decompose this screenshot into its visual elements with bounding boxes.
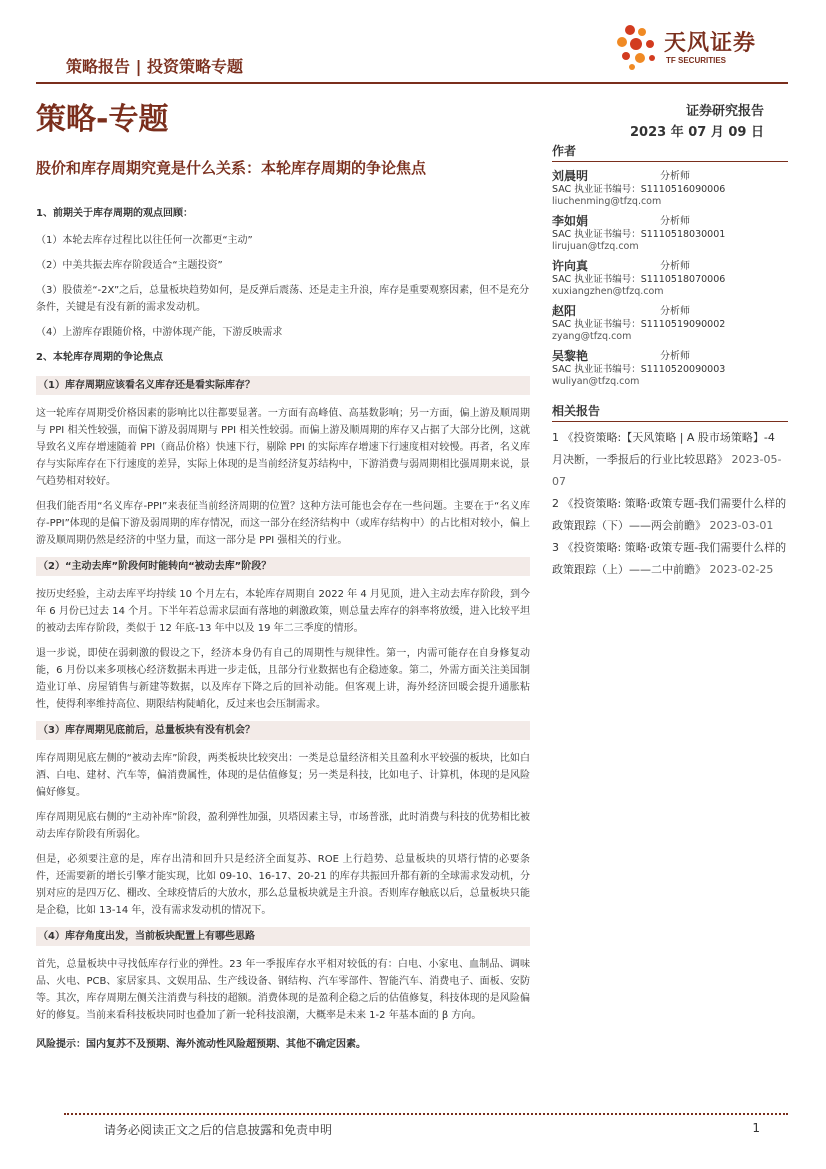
main-content bbox=[36, 205, 530, 1053]
author-card bbox=[552, 302, 788, 343]
review-item: （1）本轮去库存过程比以往任何一次都更“主动” bbox=[36, 235, 253, 246]
author-email[interactable]: wuliyan@tfzq.com bbox=[552, 376, 640, 387]
logo-english-name: TF SECURITIES bbox=[666, 56, 727, 65]
risk-warning: 风险提示：国内复苏不及预期、海外流动性风险超预期、其他不确定因素。 bbox=[36, 1039, 366, 1050]
author-name: 许向真 bbox=[552, 259, 589, 273]
author-cert: SAC 执业证书编号：S1110519090002 bbox=[552, 319, 726, 330]
section-heading-1: 1、前期关于库存周期的观点回顾： bbox=[36, 208, 193, 219]
paragraph: 退一步说，即使在弱刺激的假设之下，经济本身仍有自己的周期性与规律性。第一，内需可能存在自身修复动能，6 月份以来多项核心经济数据未再进一步走低，且部分行业数据也有企稳迹象。第二，外需方面关注美国制造业订单、房屋销售与新建等数据，以及库存下降之后的回补动能。但客观上讲，海外经济回暖会提升通胀粘性，使得利率维持高位、期限结构陡峭化，反过来也会压制需求。 bbox=[36, 648, 530, 710]
logo-name: 天风证券 bbox=[664, 31, 757, 56]
header-divider bbox=[36, 82, 788, 84]
author-title: 分析师 bbox=[660, 171, 690, 182]
authors-heading: 作者 bbox=[552, 142, 788, 162]
author-title: 分析师 bbox=[660, 216, 690, 227]
sidebar bbox=[552, 142, 788, 581]
review-item: （4）上游库存跟随价格，中游体现产能，下游反映需求 bbox=[36, 327, 283, 338]
report-date: 2023 年 07 月 09 日 bbox=[630, 125, 764, 140]
page-number: 1 bbox=[752, 1121, 760, 1135]
author-cert: SAC 执业证书编号：S1110518030001 bbox=[552, 229, 726, 240]
related-report-date: 2023-05-07 bbox=[552, 453, 782, 488]
paragraph: 但我们能否用“名义库存-PPI”来表征当前经济周期的位置？这种方法可能也会存在一些问题。主要在于“名义库存-PPI”体现的是偏下游及弱周期的库存情况，而这一部分在经济结构中（或库存结构中）的占比相对较小，偏上游及顺周期仍然是经济的中坚力量，而这一部分是 PPI 强相关的行业。 bbox=[36, 501, 530, 546]
paragraph: 首先，总量板块中寻找低库存行业的弹性。23 年一季报库存水平相对较低的有：白电、小家电、血制品、调味品、火电、PCB、家居家具、文娱用品、生产线设备、钢结构、汽车零部件、智能汽车、消费电子、面板、安防等。其次，库存周期左侧关注消费与科技的超额。消费体现的是盈利企稳之后的估值修复，科技体现的是风险偏好的修复。当前来看科技板块同时也叠加了新一轮科技浪潮，大概率是未来 1-2 年基本面的 β 方向。 bbox=[36, 959, 530, 1021]
related-report-title: 2 《投资策略: 策略·政策专题-我们需要什么样的政策跟踪（下）——两会前瞻》 bbox=[552, 497, 787, 532]
author-title: 分析师 bbox=[660, 261, 690, 272]
author-name: 赵阳 bbox=[552, 304, 577, 318]
author-card bbox=[552, 347, 788, 388]
author-email[interactable]: zyang@tfzq.com bbox=[552, 331, 632, 342]
review-item: （3）股债差“-2X”之后，总量板块趋势如何，是反弹后震荡、还是走主升浪，库存是重要观察因素，但不是充分条件，关键是有没有新的需求发动机。 bbox=[36, 285, 530, 313]
footer-divider bbox=[64, 1113, 788, 1115]
related-report-title: 1 《投资策略:【天风策略 | A 股市场策略】-4 月决断，一季报后的行业比较思路》 bbox=[552, 431, 775, 466]
paragraph: 但是，必须要注意的是，库存出清和回升只是经济全面复苏、ROE 上行趋势、总量板块的贝塔行情的必要条件，还需要新的增长引擎才能实现，比如 09-10、16-17、20-21 的库存共振回升都有新的全球需求发动机，分别对应的是四万亿、棚改、全球疫情后的大放水，那么总量板块就是主升浪。否则库存触底以后，总量板块只能是企稳，比如 13-14 年，没有需求发动机的情况下。 bbox=[36, 854, 530, 916]
report-category: 策略报告 | 投资策略专题 bbox=[66, 57, 243, 76]
author-email[interactable]: xuxiangzhen@tfzq.com bbox=[552, 286, 664, 297]
author-card bbox=[552, 212, 788, 253]
author-card bbox=[552, 257, 788, 298]
tf-securities-logo bbox=[612, 22, 792, 72]
paragraph: 库存周期见底右侧的“主动补库”阶段，盈利弹性加强，贝塔因素主导，市场普涨，此时消费与科技的优势相比被动去库存阶段有所弱化。 bbox=[36, 812, 530, 840]
author-name: 吴黎艳 bbox=[552, 349, 589, 363]
related-reports bbox=[552, 402, 788, 581]
author-title: 分析师 bbox=[660, 306, 690, 317]
subsection-heading-1: （1）库存周期应该看名义库存还是看实际库存？ bbox=[36, 376, 530, 395]
author-email[interactable]: lirujuan@tfzq.com bbox=[552, 241, 639, 252]
subsection-heading-4: （4）库存角度出发，当前板块配置上有哪些思路 bbox=[36, 927, 530, 946]
subsection-heading-3: （3）库存周期见底前后，总量板块有没有机会？ bbox=[36, 721, 530, 740]
related-report-date: 2023-03-01 bbox=[709, 519, 774, 532]
author-name: 李如娟 bbox=[552, 214, 589, 228]
related-report-item[interactable] bbox=[552, 427, 788, 493]
author-title: 分析师 bbox=[660, 351, 690, 362]
author-cert: SAC 执业证书编号：S1110516090006 bbox=[552, 184, 726, 195]
related-report-date: 2023-02-25 bbox=[709, 563, 774, 576]
footer-disclaimer: 请务必阅读正文之后的信息披露和免责申明 bbox=[104, 1123, 333, 1137]
review-item: （2）中美共振去库存阶段适合“主题投资” bbox=[36, 260, 223, 271]
paragraph: 库存周期见底左侧的“被动去库”阶段，两类板块比较突出：一类是总量经济相关且盈利水平较强的板块，比如白酒、白电、建材、汽车等，偏消费属性，体现的是估值修复；另一类是科技，比如电子、计算机，体现的是风险偏好修复。 bbox=[36, 753, 530, 798]
report-type: 证券研究报告 bbox=[685, 104, 764, 119]
section-heading-2: 2、本轮库存周期的争论焦点 bbox=[36, 352, 163, 363]
related-heading: 相关报告 bbox=[552, 402, 788, 422]
logo-mark-icon bbox=[612, 22, 662, 72]
related-report-item[interactable] bbox=[552, 537, 788, 581]
related-report-title: 3 《投资策略: 策略·政策专题-我们需要什么样的政策跟踪（上）——二中前瞻》 bbox=[552, 541, 787, 576]
page-title: 策略-专题 bbox=[36, 102, 169, 137]
document-title: 股价和库存周期究竟是什么关系：本轮库存周期的争论焦点 bbox=[36, 159, 427, 177]
author-cert: SAC 执业证书编号：S1110518070006 bbox=[552, 274, 726, 285]
author-cert: SAC 执业证书编号：S1110520090003 bbox=[552, 364, 726, 375]
paragraph: 按历史经验，主动去库平均持续 10 个月左右，本轮库存周期自 2022 年 4 月见顶，进入主动去库存阶段，到今年 6 月份已过去 14 个月。下半年若总需求层面有落地的刺激政策，则总量去库存的斜率将放缓，进入比较平坦的被动去库存阶段，类似于 12 年底-13 年中以及 19 年二三季度的情形。 bbox=[36, 589, 530, 634]
paragraph: 这一轮库存周期受价格因素的影响比以往都要显著。一方面有高峰值、高基数影响；另一方面，偏上游及顺周期与 PPI 相关性较强，而偏下游及弱周期与 PPI 相关性较弱。而偏上游及顺周期的库存又占据了大部分比例，这就导致名义库存增速随着 PPI（商品价格）快速下行，剔除 PPI 的实际库存增速下行速度相对较慢。再者，名义库存与实际库存在下行速度的差异，实际上体现的是当前经济复苏结构中，下游消费与弱周期相比强周期来说，景气趋势相对较好。 bbox=[36, 408, 530, 487]
author-email[interactable]: liuchenming@tfzq.com bbox=[552, 196, 662, 207]
subsection-heading-2: （2）“主动去库”阶段何时能转向“被动去库”阶段？ bbox=[36, 557, 530, 576]
related-report-item[interactable] bbox=[552, 493, 788, 537]
author-name: 刘晨明 bbox=[552, 169, 589, 183]
author-card bbox=[552, 167, 788, 208]
